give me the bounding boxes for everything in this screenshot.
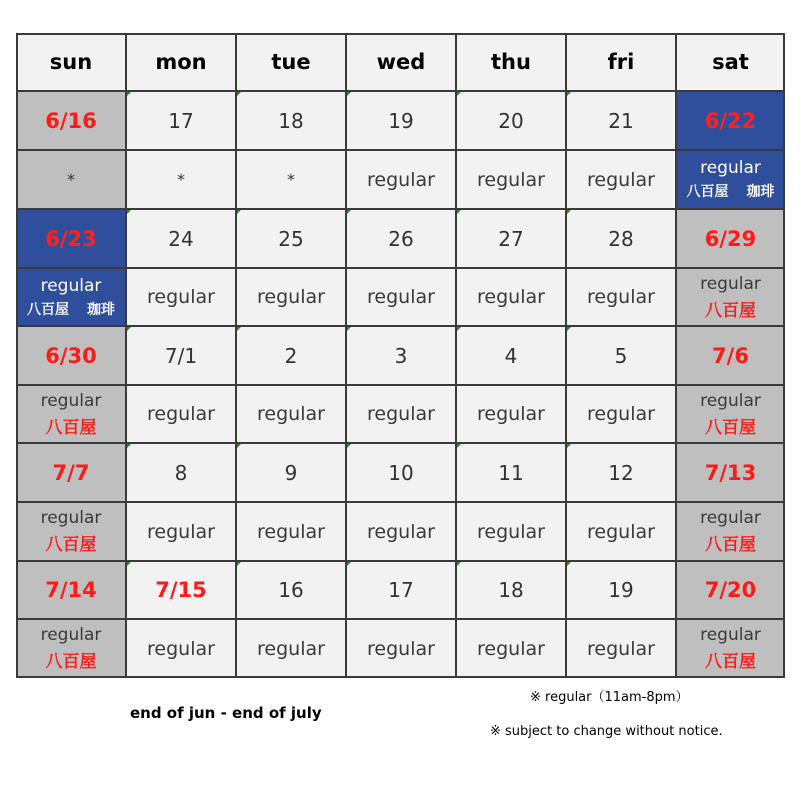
closed-marker: * xyxy=(67,170,75,189)
date-cell xyxy=(236,326,346,385)
schedule-label: regular xyxy=(147,637,215,660)
date-cell xyxy=(346,561,456,619)
schedule-label: regular xyxy=(257,637,325,660)
date-cell xyxy=(126,91,236,150)
vendor-tag: 八百屋 xyxy=(705,300,756,321)
schedule-label: regular xyxy=(367,168,435,191)
schedule-label: regular xyxy=(367,286,435,308)
vendor-tag: 八百屋 xyxy=(686,184,729,200)
grid-line-horizontal xyxy=(16,384,785,386)
schedule-cell xyxy=(346,150,456,209)
schedule-cell xyxy=(236,619,346,678)
date-label: 7/15 xyxy=(155,578,207,602)
grid-line-horizontal xyxy=(16,442,785,444)
weekday-header-1: mon xyxy=(126,33,236,91)
date-label: 7/1 xyxy=(164,343,198,368)
date-label: 18 xyxy=(498,578,524,602)
schedule-cell xyxy=(16,268,126,326)
vendor-tag: 珈琲 xyxy=(87,301,115,318)
schedule-cell xyxy=(456,502,566,561)
grid-line-vertical xyxy=(675,33,677,678)
grid-line-horizontal xyxy=(16,676,785,678)
schedule-cell xyxy=(676,268,785,326)
date-label: 7/7 xyxy=(52,460,90,485)
schedule-label: regular xyxy=(40,625,102,645)
schedule-cell xyxy=(676,502,785,561)
vendor-tags xyxy=(687,181,775,201)
schedule-label: regular xyxy=(477,403,545,425)
schedule-label: regular xyxy=(147,520,215,543)
grid-line-horizontal xyxy=(16,618,785,620)
schedule-label: regular xyxy=(700,508,761,528)
weekday-header-6: sat xyxy=(676,33,785,91)
date-label: 6/16 xyxy=(45,108,97,133)
date-label: 7/14 xyxy=(45,578,97,602)
grid-line-vertical xyxy=(345,33,347,678)
date-label: 12 xyxy=(608,460,634,485)
schedule-cell xyxy=(566,268,676,326)
schedule-label: regular xyxy=(700,390,761,411)
schedule-label: regular xyxy=(40,275,102,296)
schedule-cell xyxy=(236,150,346,209)
date-cell xyxy=(456,91,566,150)
date-label: 6/22 xyxy=(704,108,757,133)
schedule-label: regular xyxy=(40,390,102,411)
schedule-cell xyxy=(676,619,785,678)
schedule-cell xyxy=(566,150,676,209)
schedule-label: regular xyxy=(257,286,325,308)
schedule-cell xyxy=(566,619,676,678)
vendor-tag: 珈琲 xyxy=(746,184,775,200)
date-cell xyxy=(346,91,456,150)
schedule-label: regular xyxy=(700,625,761,645)
date-cell xyxy=(346,443,456,502)
grid-line-horizontal xyxy=(16,325,785,327)
schedule-label: regular xyxy=(477,286,545,308)
schedule-label: regular xyxy=(147,403,215,425)
calendar-period: end of jun - end of july xyxy=(130,704,322,722)
schedule-cell xyxy=(346,268,456,326)
schedule-cell xyxy=(126,150,236,209)
date-cell xyxy=(16,561,126,619)
schedule-label: regular xyxy=(587,637,655,660)
date-label: 28 xyxy=(608,226,634,251)
grid-line-vertical xyxy=(565,33,567,678)
vendor-tag: 八百屋 xyxy=(45,652,97,672)
calendar-grid xyxy=(16,33,785,678)
grid-line-vertical xyxy=(16,33,18,678)
grid-line-horizontal xyxy=(16,267,785,269)
schedule-label: regular xyxy=(477,637,545,660)
date-label: 27 xyxy=(498,226,524,251)
date-label: 25 xyxy=(278,226,304,251)
date-label: 7/20 xyxy=(704,578,757,602)
schedule-label: regular xyxy=(587,520,655,543)
date-label: 6/30 xyxy=(45,343,97,368)
schedule-label: regular xyxy=(367,403,435,425)
date-label: 11 xyxy=(498,460,524,485)
date-cell xyxy=(236,91,346,150)
weekday-header-2: tue xyxy=(236,33,346,91)
date-label: 17 xyxy=(168,108,194,133)
schedule-cell xyxy=(16,150,126,209)
grid-line-vertical xyxy=(455,33,457,678)
grid-line-horizontal xyxy=(16,90,785,92)
date-cell xyxy=(126,326,236,385)
date-cell xyxy=(676,326,785,385)
schedule-cell xyxy=(236,385,346,443)
date-label: 21 xyxy=(608,108,634,133)
date-cell xyxy=(236,209,346,268)
date-cell xyxy=(346,209,456,268)
grid-line-horizontal xyxy=(16,208,785,210)
date-label: 2 xyxy=(284,343,298,368)
date-cell xyxy=(566,209,676,268)
schedule-cell xyxy=(126,502,236,561)
date-label: 26 xyxy=(388,226,414,251)
schedule-cell xyxy=(236,502,346,561)
schedule-label: regular xyxy=(367,637,435,660)
grid-line-vertical xyxy=(125,33,127,678)
date-cell xyxy=(236,561,346,619)
schedule-cell xyxy=(346,619,456,678)
date-label: 8 xyxy=(174,460,188,485)
change-notice: ※ subject to change without notice. xyxy=(490,724,723,739)
hours-note: ※ regular（11am-8pm） xyxy=(530,690,689,705)
date-label: 6/29 xyxy=(704,226,757,251)
schedule-cell xyxy=(16,619,126,678)
grid-line-vertical xyxy=(783,33,785,678)
date-label: 20 xyxy=(498,108,524,133)
schedule-cell xyxy=(566,385,676,443)
date-cell xyxy=(236,443,346,502)
schedule-cell xyxy=(346,502,456,561)
date-cell xyxy=(16,326,126,385)
grid-line-horizontal xyxy=(16,560,785,562)
vendor-tag: 八百屋 xyxy=(27,301,69,318)
date-cell xyxy=(456,326,566,385)
date-cell xyxy=(16,443,126,502)
date-label: 3 xyxy=(394,343,408,368)
weekday-header-5: fri xyxy=(566,33,676,91)
date-cell xyxy=(566,443,676,502)
date-cell xyxy=(456,561,566,619)
schedule-cell xyxy=(16,502,126,561)
schedule-label: regular xyxy=(257,520,325,543)
vendor-tag: 八百屋 xyxy=(45,417,97,438)
grid-line-horizontal xyxy=(16,33,785,35)
schedule-label: regular xyxy=(587,168,655,191)
schedule-cell xyxy=(346,385,456,443)
date-label: 7/13 xyxy=(704,460,757,485)
grid-line-horizontal xyxy=(16,149,785,151)
schedule-label: regular xyxy=(367,520,435,543)
closed-marker: * xyxy=(287,170,295,189)
date-cell xyxy=(676,209,785,268)
date-label: 5 xyxy=(614,343,628,368)
date-label: 17 xyxy=(388,578,414,602)
date-cell xyxy=(676,443,785,502)
date-cell xyxy=(126,443,236,502)
grid-line-horizontal xyxy=(16,501,785,503)
date-cell xyxy=(676,91,785,150)
date-cell xyxy=(126,561,236,619)
schedule-cell xyxy=(236,268,346,326)
date-cell xyxy=(16,209,126,268)
schedule-label: regular xyxy=(700,273,761,294)
weekday-header-4: thu xyxy=(456,33,566,91)
date-cell xyxy=(16,91,126,150)
closed-marker: * xyxy=(177,170,185,189)
date-cell xyxy=(566,91,676,150)
date-label: 19 xyxy=(388,108,414,133)
date-cell xyxy=(456,443,566,502)
vendor-tag: 八百屋 xyxy=(705,535,756,555)
vendor-tag: 八百屋 xyxy=(705,652,756,672)
schedule-cell xyxy=(126,619,236,678)
schedule-cell xyxy=(456,619,566,678)
grid-line-vertical xyxy=(235,33,237,678)
schedule-label: regular xyxy=(587,403,655,425)
date-cell xyxy=(566,561,676,619)
schedule-cell xyxy=(456,150,566,209)
schedule-label: regular xyxy=(477,520,545,543)
date-label: 16 xyxy=(278,578,304,602)
schedule-cell xyxy=(566,502,676,561)
schedule-cell xyxy=(676,385,785,443)
weekday-header-3: wed xyxy=(346,33,456,91)
schedule-label: regular xyxy=(257,403,325,425)
date-label: 4 xyxy=(504,343,518,368)
schedule-cell xyxy=(126,385,236,443)
date-cell xyxy=(346,326,456,385)
schedule-cell xyxy=(126,268,236,326)
date-label: 6/23 xyxy=(45,226,97,251)
vendor-tag: 八百屋 xyxy=(45,535,97,555)
schedule-label: regular xyxy=(587,286,655,308)
date-label: 10 xyxy=(388,460,414,485)
date-label: 19 xyxy=(608,578,634,602)
schedule-cell xyxy=(456,268,566,326)
date-label: 24 xyxy=(168,226,194,251)
schedule-cell xyxy=(16,385,126,443)
date-cell xyxy=(126,209,236,268)
date-cell xyxy=(676,561,785,619)
date-cell xyxy=(566,326,676,385)
schedule-label: regular xyxy=(147,286,215,308)
date-cell xyxy=(456,209,566,268)
schedule-label: regular xyxy=(40,508,102,528)
date-label: 7/6 xyxy=(712,343,749,368)
schedule-cell xyxy=(456,385,566,443)
date-label: 9 xyxy=(284,460,298,485)
schedule-label: regular xyxy=(477,168,545,191)
vendor-tag: 八百屋 xyxy=(705,417,756,438)
weekday-header-0: sun xyxy=(16,33,126,91)
vendor-tags xyxy=(27,299,115,319)
schedule-label: regular xyxy=(700,158,761,178)
date-label: 18 xyxy=(278,108,304,133)
schedule-cell xyxy=(676,150,785,209)
